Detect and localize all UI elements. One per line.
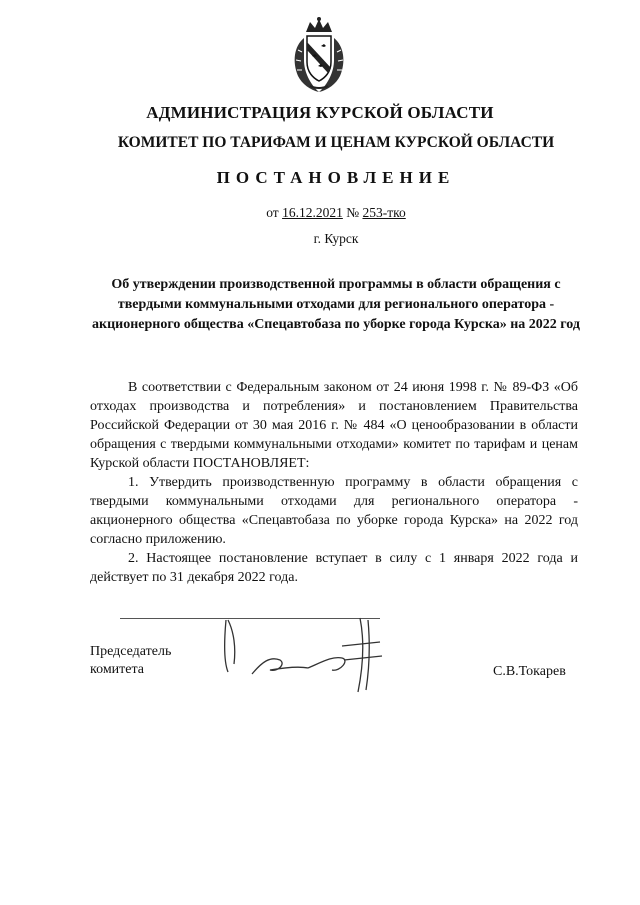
document-type-heading: ПОСТАНОВЛЕНИЕ: [216, 168, 456, 187]
number-prefix: №: [346, 205, 363, 220]
document-subject: Об утверждении производственной программы в области обращения с твердыми коммунальными отходами для регионального оператора - акционерного общества «Спецавтобаза по уборке города Курска» на 2022 год: [92, 277, 580, 332]
signer-position-line2: комитета: [90, 662, 145, 677]
date-prefix: от: [266, 205, 283, 220]
handwritten-signature: [212, 612, 392, 696]
date-number-line: [0, 205, 640, 221]
preamble-paragraph: В соответствии с Федеральным законом от 24 июня 1998 г. № 89-ФЗ «Об отходах производства и потребления» и постановлением Правительства Российской Федерации от 30 мая 2016 г. № 484 «О ценообразовании в области обращения с твердыми коммунальными отходами» комитет по тарифам и ценам Курской области ПОСТАНОВЛЯЕТ:: [90, 380, 578, 471]
city-line: г. Курск: [313, 231, 359, 246]
committee-heading: КОМИТЕТ ПО ТАРИФАМ И ЦЕНАМ КУРСКОЙ ОБЛАСТИ: [117, 134, 555, 151]
item-1-paragraph: 1. Утвердить производственную программу в области обращения с твердыми коммунальными отходами для регионального оператора - акционерного общества «Спецавтобаза по уборке города Курска» на 2022 год согласно приложению.: [90, 475, 578, 547]
signer-name: С.В.Токарев: [493, 664, 566, 679]
document-body: [90, 378, 578, 587]
item-2-paragraph: 2. Настоящее постановление вступает в силу с 1 января 2022 года и действует по 31 декабря 2022 года.: [90, 551, 578, 585]
administration-heading: АДМИНИСТРАЦИЯ КУРСКОЙ ОБЛАСТИ: [146, 103, 494, 122]
signer-position-line1: Председатель: [90, 644, 172, 659]
coat-of-arms-icon: [288, 16, 350, 94]
document-number: 253-тко: [362, 205, 406, 220]
document-date: 16.12.2021: [282, 205, 343, 220]
